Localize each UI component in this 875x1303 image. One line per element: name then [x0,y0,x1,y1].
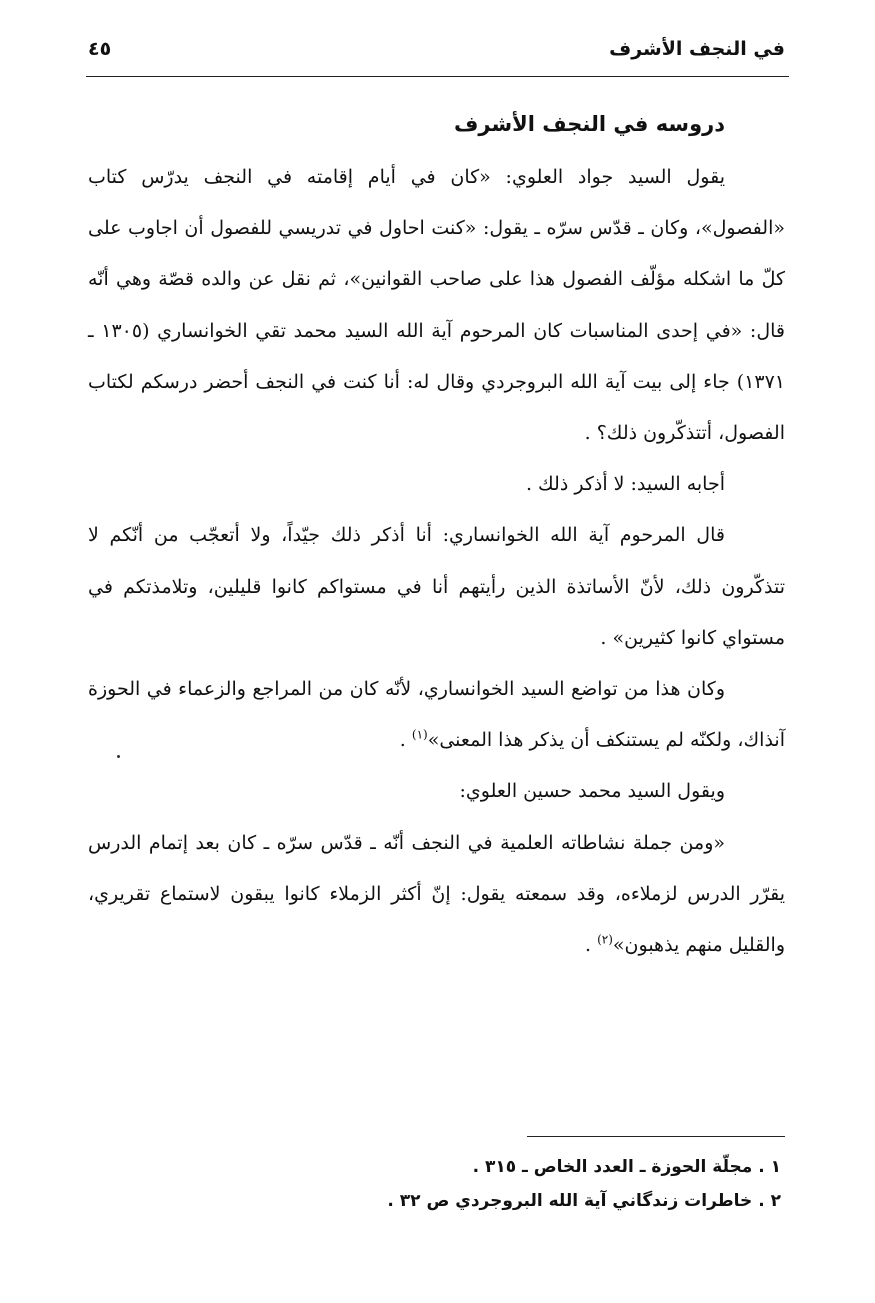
header-rule [86,76,789,77]
paragraph-6-text: «ومن جملة نشاطاته العلمية في النجف أنّه ـ قدّس سرّه ـ كان بعد إتمام الدرس يقرّر الدرس لزملاءه، وقد سمعته يقول: إنّ أكثر الزملاء كانوا يبقون لاستماع تقريري، والقليل منهم يذهبون» [88,831,785,957]
footnote-rule [527,1136,785,1137]
paragraph-6 [88,818,785,972]
paragraph-3: قال المرحوم آية الله الخوانساري: أنا أذكر ذلك جيّداً، ولا أتعجّب من أنّكم لا تتذكّرون ذلك، لأنّ الأساتذة الذين رأيتهم أنا في مستواكم كانوا قليلين، وتلامذتكم في مستواي كانوا كثيرين» . [88,524,785,649]
footnote-2: ٢ . خاطرات زندگاني آية الله البروجردي ص ٣٢ . [387,1191,781,1211]
paragraph-4 [88,664,785,766]
paragraph-5: ويقول السيد محمد حسين العلوي: [459,780,725,803]
footnote-1: ١ . مجلّة الحوزة ـ العدد الخاص ـ ٣١٥ . [472,1157,781,1177]
footnote-ref-1[interactable]: (١) [411,727,428,742]
page-number: ٤٥ [88,38,112,60]
paragraph-2: أجابه السيد: لا أذكر ذلك . [525,473,725,496]
stray-dot [117,755,120,758]
paragraph-4-text: وكان هذا من تواضع السيد الخوانساري، لأنّه كان من المراجع والزعماء في الحوزة آنذاك، ولكنّه لم يستنكف أن يذكر هذا المعنى» [88,678,785,752]
paragraph-1: يقول السيد جواد العلوي: «كان في أيام إقامته في النجف يدرّس كتاب «الفصول»، وكان ـ قدّس سرّه ـ يقول: «كنت احاول في تدريسي للفصول أن اجاوب على كلّ ما اشكله مؤلّف الفصول هذا على صاحب القوانين»، ثم نقل عن والده قصّة وهي أنّه قال: «في إحدى المناسبات كان المرحوم آية الله السيد محمد تقي الخوانساري (١٣٠٥ ـ ١٣٧١) جاء إلى بيت آية الله البروجردي وقال له: أنا كنت في النجف أحضر درسكم لكتاب الفصول، أتتذكّرون ذلك؟ . [88,166,786,445]
section-heading: دروسه في النجف الأشرف [454,112,725,136]
running-title: في النجف الأشرف [609,38,785,60]
footnote-ref-2[interactable]: (٢) [597,932,613,947]
body-text [88,152,785,971]
footnotes [387,1150,781,1218]
paragraph-6-end: . [585,934,598,957]
paragraph-4-end: . [399,729,412,752]
